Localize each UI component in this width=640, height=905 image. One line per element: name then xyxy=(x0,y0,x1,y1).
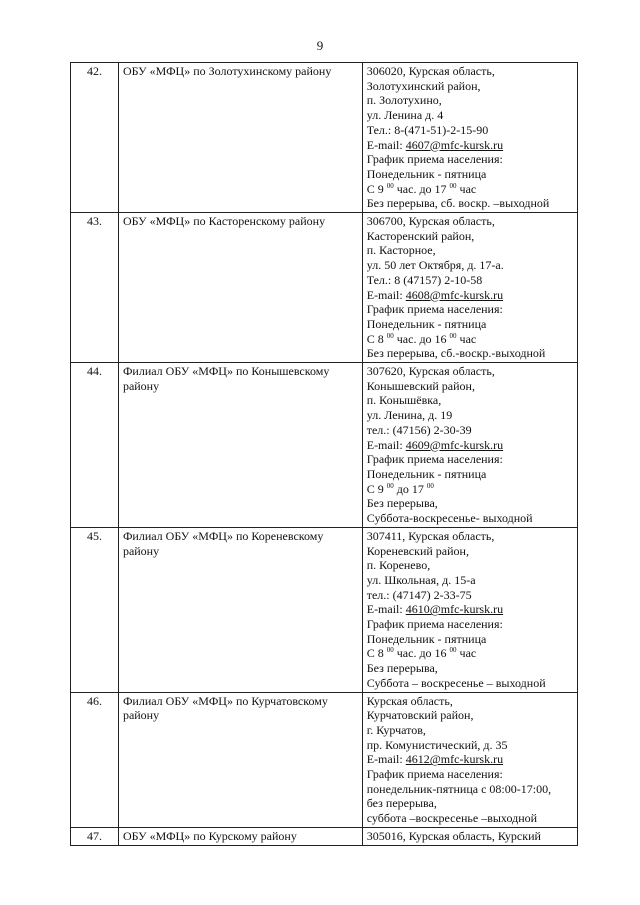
phone-line: Тел.: 8 (47157) 2-10-58 xyxy=(366,272,483,287)
office-name: Филиал ОБУ «МФЦ» по Конышевскому району xyxy=(118,363,362,528)
address-line: 306020, Курская область, xyxy=(366,64,495,78)
office-name: Филиал ОБУ «МФЦ» по Кореневскому району xyxy=(118,527,362,692)
address-line: пр. Комунистический, д. 35 xyxy=(366,737,508,752)
office-contacts xyxy=(362,827,577,845)
hours-suffix: час xyxy=(456,181,477,196)
address-line: 307620, Курская область, xyxy=(366,364,495,379)
address-line: 307411, Курская область, xyxy=(366,528,495,543)
email-link[interactable]: 4607@mfc-kursk.ru xyxy=(405,137,504,152)
hours-suffix: час xyxy=(456,331,477,346)
office-contacts xyxy=(362,63,577,213)
email-line xyxy=(367,602,573,617)
schedule-title: График приема населения: xyxy=(366,452,503,467)
row-number: 42. xyxy=(71,63,119,213)
schedule-note: суббота –воскресенье –выходной xyxy=(366,811,538,826)
address-line: ул. 50 лет Октября, д. 17-а. xyxy=(366,258,504,273)
email-label: E-mail: xyxy=(366,752,406,767)
address-line: г. Курчатов, xyxy=(366,722,426,737)
email-label: E-mail: xyxy=(366,137,406,152)
table-row xyxy=(71,692,578,827)
row-number: 46. xyxy=(71,692,119,827)
email-line xyxy=(367,438,573,453)
email-link[interactable]: 4612@mfc-kursk.ru xyxy=(405,752,504,767)
table-row xyxy=(71,827,578,845)
schedule-note: Суббота-воскресенье- выходной xyxy=(366,511,533,526)
schedule-note: Суббота – воскресенье – выходной xyxy=(366,675,546,690)
schedule-days: Понедельник - пятница xyxy=(366,316,487,331)
address-line: Курская область, xyxy=(366,693,453,708)
hours-mid: до 17 xyxy=(393,481,427,496)
office-contacts xyxy=(362,213,577,363)
row-number: 45. xyxy=(71,527,119,692)
address-line: ул. Школьная, д. 15-а xyxy=(366,572,476,587)
hours-prefix: С 8 xyxy=(366,331,387,346)
phone-line: тел.: (47156) 2-30-39 xyxy=(366,422,472,437)
email-label: E-mail: xyxy=(366,602,406,617)
table-row xyxy=(71,527,578,692)
address-line: 305016, Курская область, Курский xyxy=(366,828,541,843)
address-line: Кореневский район, xyxy=(366,543,469,558)
hours-to-minutes: 00 xyxy=(449,181,457,190)
hours-prefix: С 9 xyxy=(366,181,387,196)
address-line: п. Касторное, xyxy=(366,243,436,258)
office-name: ОБУ «МФЦ» по Курскому району xyxy=(118,827,362,845)
table-row xyxy=(71,213,578,363)
address-line: Курчатовский район, xyxy=(366,708,474,723)
schedule-days: понедельник-пятница с 08:00-17:00, xyxy=(366,781,552,796)
hours-from-minutes: 00 xyxy=(386,646,394,655)
address-line: ул. Ленина, д. 19 xyxy=(366,408,453,423)
phone-line: Тел.: 8-(471-51)-2-15-90 xyxy=(366,122,489,137)
row-number: 47. xyxy=(71,827,119,845)
schedule-note: Без перерыва, xyxy=(366,496,438,511)
schedule-title: График приема населения: xyxy=(366,767,503,782)
schedule-hours xyxy=(367,182,573,197)
hours-mid: час. до 16 xyxy=(393,331,450,346)
hours-prefix: С 9 xyxy=(366,481,387,496)
office-contacts xyxy=(362,527,577,692)
hours-suffix: час xyxy=(456,646,477,661)
email-line xyxy=(367,288,573,303)
schedule-note: Без перерыва, сб.-воскр.-выходной xyxy=(366,346,546,361)
office-contacts xyxy=(362,363,577,528)
address-line: ул. Ленина д. 4 xyxy=(366,108,444,123)
row-number: 44. xyxy=(71,363,119,528)
hours-to-minutes: 00 xyxy=(426,481,434,490)
email-line xyxy=(367,752,573,767)
hours-prefix: С 8 xyxy=(366,646,387,661)
phone-line: тел.: (47147) 2-33-75 xyxy=(366,587,472,602)
schedule-title: График приема населения: xyxy=(366,302,503,317)
table-row xyxy=(71,63,578,213)
schedule-hours xyxy=(367,332,573,347)
schedule-note: без перерыва, xyxy=(366,796,437,811)
address-line: Касторенский район, xyxy=(366,228,475,243)
email-line xyxy=(367,138,573,153)
hours-from-minutes: 00 xyxy=(386,481,394,490)
hours-to-minutes: 00 xyxy=(449,331,457,340)
email-link[interactable]: 4608@mfc-kursk.ru xyxy=(405,287,504,302)
address-line: п. Коренево, xyxy=(366,558,431,573)
email-link[interactable]: 4609@mfc-kursk.ru xyxy=(405,437,504,452)
hours-to-minutes: 00 xyxy=(449,646,457,655)
hours-from-minutes: 00 xyxy=(386,331,394,340)
office-name: ОБУ «МФЦ» по Касторенскому району xyxy=(118,213,362,363)
table-row xyxy=(71,363,578,528)
schedule-hours xyxy=(367,482,573,497)
schedule-title: График приема населения: xyxy=(366,617,503,632)
email-label: E-mail: xyxy=(366,287,406,302)
mfc-offices-table xyxy=(70,62,578,846)
schedule-hours xyxy=(367,646,573,661)
schedule-days: Понедельник - пятница xyxy=(366,166,487,181)
row-number: 43. xyxy=(71,213,119,363)
office-name: ОБУ «МФЦ» по Золотухинскому району xyxy=(118,63,362,213)
table-body xyxy=(71,63,578,846)
schedule-days: Понедельник - пятница xyxy=(366,466,487,481)
schedule-days: Понедельник - пятница xyxy=(366,631,487,646)
email-link[interactable]: 4610@mfc-kursk.ru xyxy=(405,602,504,617)
address-line: п. Конышёвка, xyxy=(366,393,442,408)
hours-mid: час. до 17 xyxy=(393,181,450,196)
address-line: 306700, Курская область, xyxy=(366,214,495,229)
address-line: Золотухинский район, xyxy=(366,78,481,93)
address-line: Конышевский район, xyxy=(366,378,475,393)
hours-from-minutes: 00 xyxy=(386,181,394,190)
email-label: E-mail: xyxy=(366,437,406,452)
page-number: 9 xyxy=(316,38,324,53)
schedule-note: Без перерыва, xyxy=(366,661,438,676)
schedule-note: Без перерыва, сб. воскр. –выходной xyxy=(366,196,550,211)
schedule-title: График приема населения: xyxy=(366,152,503,167)
office-name: Филиал ОБУ «МФЦ» по Курчатовскому району xyxy=(118,692,362,827)
hours-mid: час. до 16 xyxy=(393,646,450,661)
office-contacts xyxy=(362,692,577,827)
address-line: п. Золотухино, xyxy=(366,93,442,108)
